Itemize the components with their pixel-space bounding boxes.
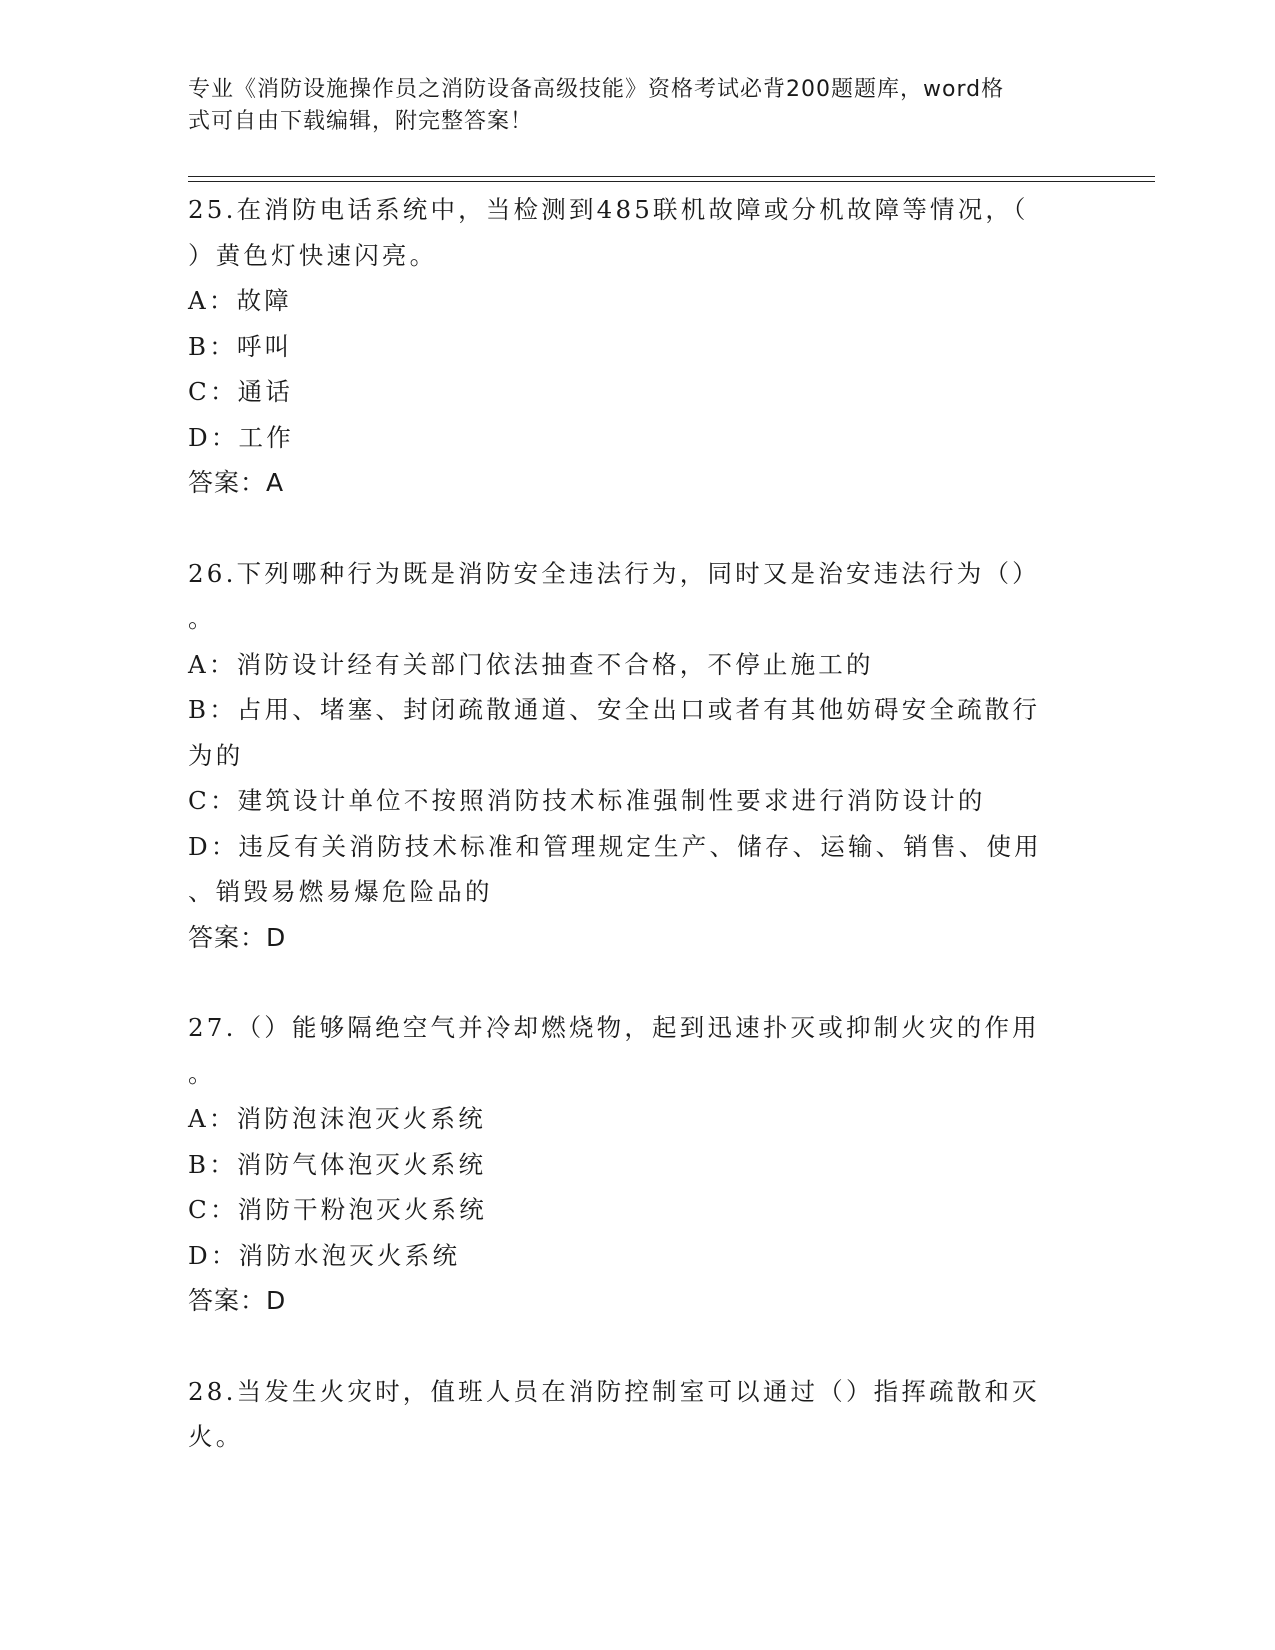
question-28: [188, 1369, 1078, 1460]
option-a: A：消防泡沫泡灭火系统: [188, 1104, 486, 1133]
question-stem-line: 26.下列哪种行为既是消防安全违法行为，同时又是治安违法行为（）: [188, 558, 1040, 588]
header-divider-top: [188, 176, 1155, 177]
question-stem-line: 火。: [188, 1422, 244, 1451]
option-c: C：建筑设计单位不按照消防技术标准强制性要求进行消防设计的: [188, 786, 986, 815]
option-a: A：故障: [188, 286, 292, 315]
question-25: [188, 187, 1078, 506]
option-b: B：呼叫: [188, 331, 293, 361]
option-d: D：工作: [188, 422, 294, 452]
header-line-1: 专业《消防设施操作员之消防设备高级技能》资格考试必背200题题库，word格: [188, 77, 1005, 102]
header-divider-bottom: [188, 181, 1155, 182]
question-stem-line: 。: [188, 1058, 216, 1088]
answer-line: 答案：A: [188, 468, 285, 497]
question-stem-line: 28.当发生火灾时，值班人员在消防控制室可以通过（）指挥疏散和灭: [188, 1376, 1040, 1406]
option-d-continued: 、销毁易燃易爆危险品的: [188, 877, 493, 906]
question-26: [188, 551, 1078, 961]
option-c: C：通话: [188, 377, 294, 406]
option-d: D：消防水泡灭火系统: [188, 1240, 461, 1270]
question-stem-line: 27.（）能够隔绝空气并冷却燃烧物，起到迅速扑灭或抑制火灾的作用: [188, 1013, 1040, 1042]
answer-line: 答案：D: [188, 922, 287, 952]
option-b: B：消防气体泡灭火系统: [188, 1149, 487, 1179]
question-27: [188, 1005, 1078, 1324]
document-header: [188, 74, 1073, 138]
answer-line: 答案：D: [188, 1286, 287, 1315]
question-list: [188, 187, 1078, 1505]
option-d: D：违反有关消防技术标准和管理规定生产、储存、运输、销售、使用: [188, 831, 1042, 861]
option-b-continued: 为的: [188, 740, 244, 770]
header-line-2: 式可自由下载编辑，附完整答案！: [188, 109, 534, 134]
option-a: A：消防设计经有关部门依法抽查不合格，不停止施工的: [188, 649, 874, 679]
option-b: B：占用、堵塞、封闭疏散通道、安全出口或者有其他妨碍安全疏散行: [188, 695, 1041, 724]
question-stem-line: 。: [188, 604, 216, 633]
question-stem-line: 25.在消防电话系统中，当检测到485联机故障或分机故障等情况，（: [188, 195, 1029, 224]
question-stem-line: ）黄色灯快速闪亮。: [188, 240, 438, 270]
option-c: C：消防干粉泡灭火系统: [188, 1195, 487, 1224]
